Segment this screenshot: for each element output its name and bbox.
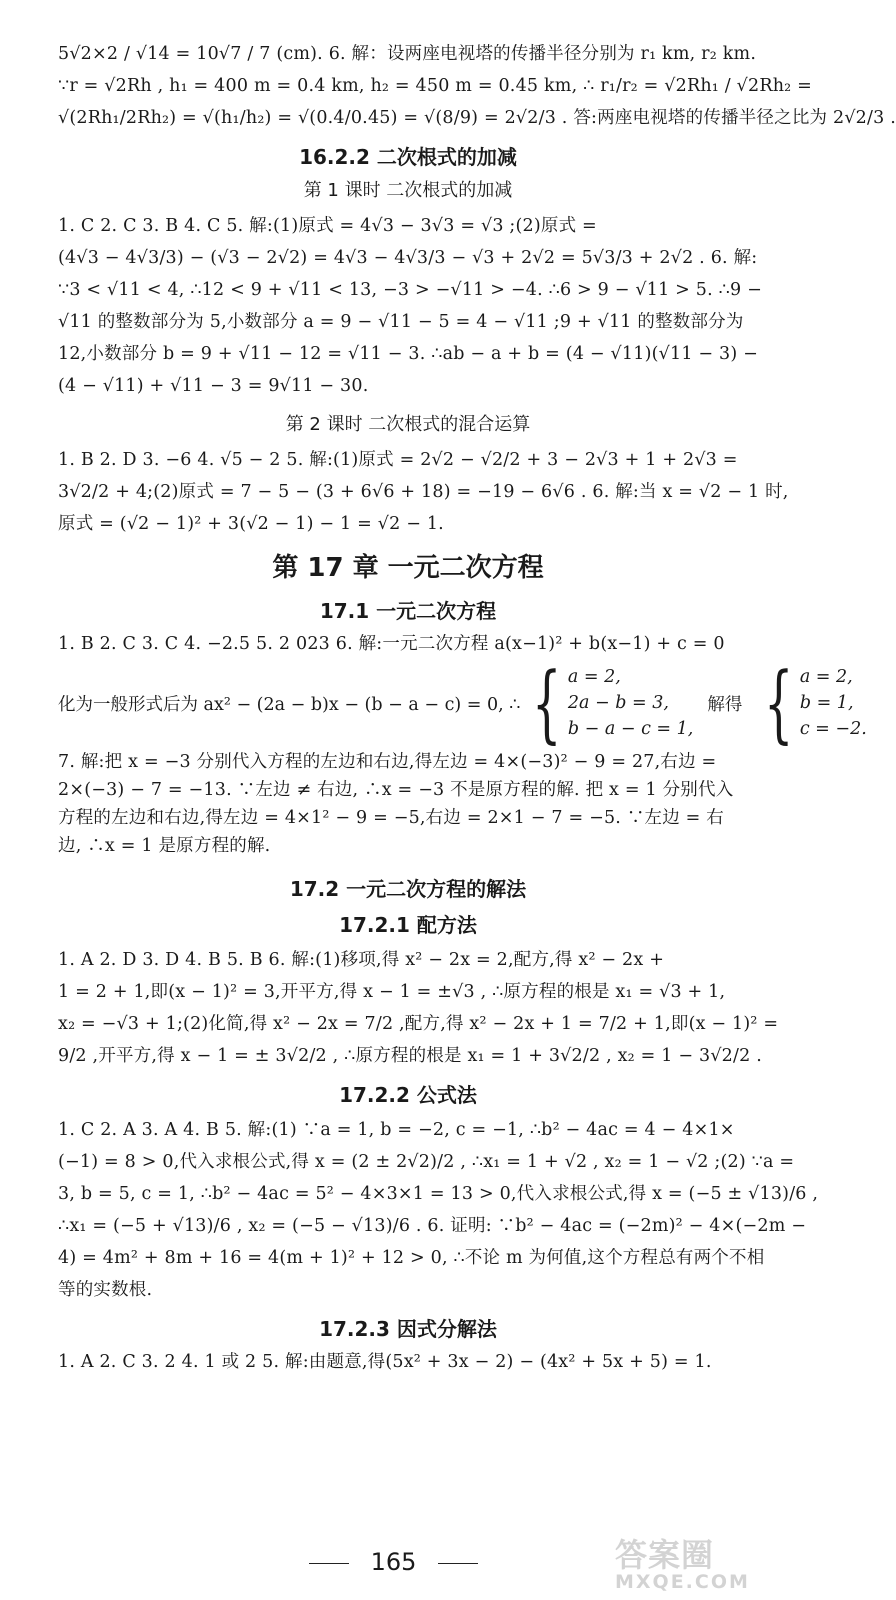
text-line: 1. A 2. D 3. D 4. B 5. B 6. 解:(1)移项,得 x² − 2x = 2,配方,得 x² − 2x + [58,950,665,970]
section-title-17-2: 17.2 一元二次方程的解法 [289,877,527,901]
text-line: ∵3 < √11 < 4, ∴12 < 9 + √11 < 13, −3 > −√11 > −4. ∴6 > 9 − √11 > 5. ∴9 − [58,280,762,300]
text-line: 1. B 2. D 3. −6 4. √5 − 2 5. 解:(1)原式 = 2√2 − √2/2 + 3 − 2√3 + 1 + 2√3 = [58,450,738,470]
text-line: √(2Rh₁/2Rh₂) = √(h₁/h₂) = √(0.4/0.45) = √(8/9) = 2√2/3 . 答:两座电视塔的传播半径之比为 2√2/3 . [58,108,896,128]
section-title-17-1: 17.1 一元二次方程 [319,599,497,623]
answer-page [58,38,896,1376]
text-line: (4√3 − 4√3/3) − (√3 − 2√2) = 4√3 − 4√3/3 − √3 + 2√2 = 5√3/3 + 2√2 . 6. 解: [58,248,758,268]
text-line: 3, b = 5, c = 1, ∴b² − 4ac = 5² − 4×3×1 = 13 > 0,代入求根公式,得 x = (−5 ± √13)/6 , [58,1184,819,1204]
text-line: ∵r = √2Rh , h₁ = 400 m = 0.4 km, h₂ = 450 m = 0.45 km, ∴ r₁/r₂ = √2Rh₁ / √2Rh₂ = [58,76,813,96]
equation-system [524,654,694,752]
text-line: 2×(−3) − 7 = −13. ∵左边 ≠ 右边, ∴x = −3 不是原方程的解. 把 x = 1 分别代入 [58,780,734,800]
text-line: 1. C 2. A 3. A 4. B 5. 解:(1) ∵a = 1, b = −2, c = −1, ∴b² − 4ac = 4 − 4×1× [58,1120,735,1140]
footer-dash [309,1563,349,1564]
system-line: 2a − b = 3, [567,693,669,713]
system-line: c = −2. [799,719,867,739]
text-line: 3√2/2 + 4;(2)原式 = 7 − 5 − (3 + 6√6 + 18) = −19 − 6√6 . 6. 解:当 x = √2 − 1 时, [58,482,789,502]
subsection-title-17-2-2: 17.2.2 公式法 [339,1083,477,1107]
system-line: b − a − c = 1, [567,719,694,739]
text-line: (−1) = 8 > 0,代入求根公式,得 x = (2 ± 2√2)/2 , ∴x₁ = 1 + √2 , x₂ = 1 − √2 ;(2) ∵a = [58,1152,795,1172]
text-line: (4 − √11) + √11 − 3 = 9√11 − 30. [58,376,369,396]
watermark-domain: MXQE.COM [615,1571,750,1593]
text-line: 边, ∴x = 1 是原方程的解. [58,836,271,856]
text-line: 1. A 2. C 3. 2 4. 1 或 2 5. 解:由题意,得(5x² + 3x − 2) − (4x² + 5x + 5) = 1. [58,1352,712,1372]
subsection-title-17-2-1: 17.2.1 配方法 [339,913,477,937]
text-line: 12,小数部分 b = 9 + √11 − 12 = √11 − 3. ∴ab − a + b = (4 − √11)(√11 − 3) − [58,344,759,364]
text-line: 1. C 2. C 3. B 4. C 5. 解:(1)原式 = 4√3 − 3√3 = √3 ;(2)原式 = [58,216,597,236]
watermark-text: 答案圈 [615,1536,715,1574]
text-line: 7. 解:把 x = −3 分别代入方程的左边和右边,得左边 = 4×(−3)² − 9 = 27,右边 = [58,752,717,772]
left-brace-icon: { [532,654,562,752]
text-line: 1. B 2. C 3. C 4. −2.5 5. 2 023 6. 解:一元二次方程 a(x−1)² + b(x−1) + c = 0 [58,634,725,654]
lesson-title-1: 第 1 课时 二次根式的加减 [303,180,513,201]
solution-system [756,654,867,752]
system-line: a = 2, [567,667,621,687]
footer-dash [438,1563,478,1564]
text-line: 方程的左边和右边,得左边 = 4×1² − 9 = −5,右边 = 2×1 − 7 = −5. ∵左边 = 右 [58,808,725,828]
text-line: √11 的整数部分为 5,小数部分 a = 9 − √11 − 5 = 4 − √11 ;9 + √11 的整数部分为 [58,312,744,332]
text-line: 9/2 ,开平方,得 x − 1 = ± 3√2/2 , ∴原方程的根是 x₁ = 1 + 3√2/2 , x₂ = 1 − 3√2/2 . [58,1046,762,1066]
lesson-title-2: 第 2 课时 二次根式的混合运算 [285,414,531,435]
text-line: x₂ = −√3 + 1;(2)化简,得 x² − 2x = 7/2 ,配方,得 x² − 2x + 1 = 7/2 + 1,即(x − 1)² = [58,1014,779,1034]
section-title-16-2-2: 16.2.2 二次根式的加减 [299,145,517,169]
left-brace-icon: { [764,654,794,752]
page-number: 165 [370,1548,417,1576]
equation-system-row [58,654,867,752]
subsection-title-17-2-3: 17.2.3 因式分解法 [319,1317,497,1341]
text-line: 4) = 4m² + 8m + 16 = 4(m + 1)² + 12 > 0, ∴不论 m 为何值,这个方程总有两个不相 [58,1248,765,1268]
system-line: b = 1, [799,693,854,713]
text-line: 等的实数根. [58,1280,153,1300]
chapter-title: 第 17 章 一元二次方程 [272,553,544,583]
text-line: ∴x₁ = (−5 + √13)/6 , x₂ = (−5 − √13)/6 . 6. 证明: ∵b² − 4ac = (−2m)² − 4×(−2m − [58,1216,807,1236]
text-line: 1 = 2 + 1,即(x − 1)² = 3,开平方,得 x − 1 = ±√3 , ∴原方程的根是 x₁ = √3 + 1, [58,982,726,1002]
text-fragment: 解得 [707,694,743,715]
text-line: 原式 = (√2 − 1)² + 3(√2 − 1) − 1 = √2 − 1. [58,514,444,534]
watermark-logo [615,1538,765,1593]
text-line: 5√2×2 / √14 = 10√7 / 7 (cm). 6. 解：设两座电视塔的传播半径分别为 r₁ km, r₂ km. [58,44,757,64]
text-fragment: 化为一般形式后为 ax² − (2a − b)x − (b − a − c) = 0, ∴ [58,694,521,715]
system-line: a = 2, [799,667,853,687]
